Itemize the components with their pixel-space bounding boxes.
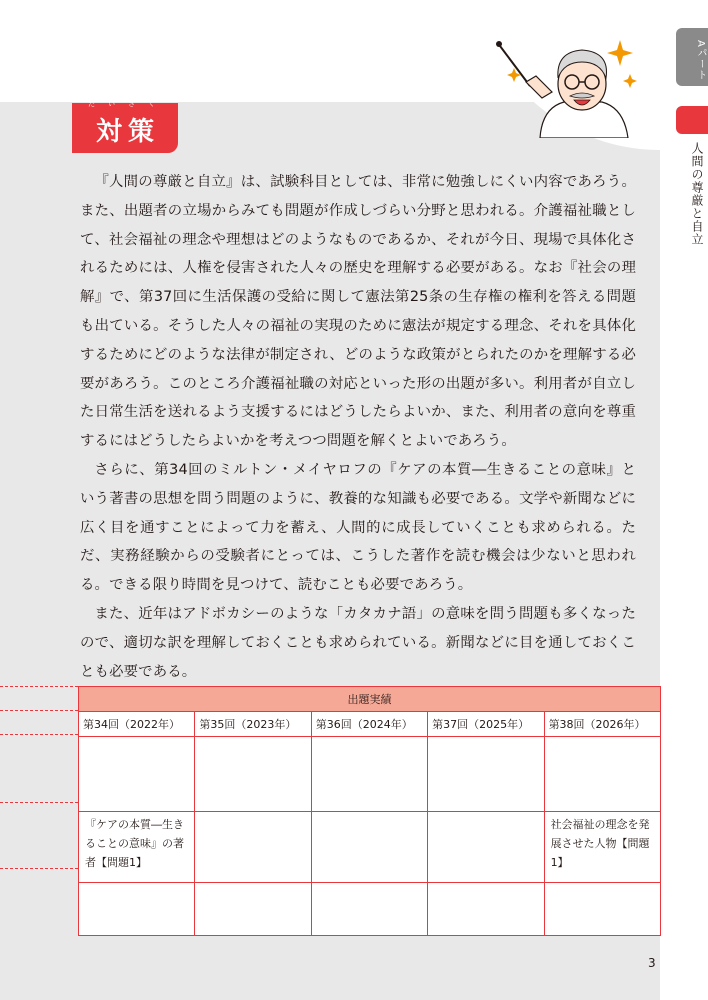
table-cell <box>195 812 311 883</box>
paragraph: また、近年はアドボカシーのような「カタカナ語」の意味を問う問題も多くなったので、適切な訳を理解しておくことも求められている。新聞などに目を通しておくことも必要である。 <box>80 605 636 680</box>
table-header-cell: 第36回（2024年） <box>311 712 427 737</box>
chapter-tab-title: 人間の尊厳と自立 <box>690 142 704 246</box>
table-header-cell: 第35回（2023年） <box>195 712 311 737</box>
table-cell <box>79 883 195 936</box>
table-header-cell: 第38回（2026年） <box>544 712 660 737</box>
table-cell <box>428 883 544 936</box>
table-cell <box>195 883 311 936</box>
table-row <box>79 883 661 936</box>
paragraph: さらに、第34回のミルトン・メイヤロフの『ケアの本質―生きることの意味』という著書の思想を問う問題のように、教養的な知識も必要である。文学や新聞などに広く目を通すことによって力を蓄え、人間的に成長していくことも求められる。ただ、実務経験からの受験者にとっては、こうした著作を読む機会は少ないと思われる。できる限り時間を見つけて、読むことも必要であろう。 <box>80 461 636 594</box>
table-row <box>79 812 661 883</box>
table-header-cell: 第37回（2025年） <box>428 712 544 737</box>
dashed-rule <box>0 710 78 711</box>
body-text <box>80 168 636 686</box>
table-cell <box>428 812 544 883</box>
table-cell <box>311 812 427 883</box>
table-cell: 社会福祉の理念を発展させた人物【問題1】 <box>544 812 660 883</box>
dashed-rule <box>0 686 78 687</box>
table-cell <box>544 883 660 936</box>
table-cell <box>79 737 195 812</box>
table-cell: 『ケアの本質―生きることの意味』の著者【問題1】 <box>79 812 195 883</box>
part-tab: Aパート <box>676 28 708 86</box>
paragraph: 『人間の尊厳と自立』は、試験科目としては、非常に勉強しにくい内容であろう。また、出題者の立場からみても問題が作成しづらい分野と思われる。介護福祉職として、社会福祉の理念や理想はどのようなものであるか、それが今日、現場で具体化されるためには、人権を侵害された人々の歴史を理解する必要がある。なお『社会の理解』で、第37回に生活保護の受給に関して憲法第25条の生存権の権利を答える問題も出ている。そうした人々の福祉の実現のために憲法が規定する理念、それを具体化するためにどのような法律が制定され、どのような政策がとられたのかを理解する必要があろう。このところ介護福祉職の対応といった形の出題が多い。利用者が自立した日常生活を送れるよう支援するにはどうしたらよいか、また、利用者の意向を尊重するにはどうしたらよいかを考えつつ問題を解くとよいであろう。 <box>80 174 636 450</box>
table-row <box>79 737 661 812</box>
professor-mascot-illustration <box>482 28 642 138</box>
exam-results-table <box>78 686 661 936</box>
table-cell <box>311 883 427 936</box>
table-cell <box>544 737 660 812</box>
page-number: 3 <box>648 956 656 970</box>
table-cell <box>428 737 544 812</box>
section-heading: 対策 <box>72 103 178 153</box>
section-heading-ruby: たいさく <box>88 100 168 108</box>
chapter-tab-marker <box>676 106 708 134</box>
table-caption: 出題実績 <box>79 687 661 712</box>
table-header-cell: 第34回（2022年） <box>79 712 195 737</box>
table-cell <box>195 737 311 812</box>
dashed-rule <box>0 802 78 803</box>
dashed-rule <box>0 868 78 869</box>
table-cell <box>311 737 427 812</box>
dashed-rule <box>0 734 78 735</box>
